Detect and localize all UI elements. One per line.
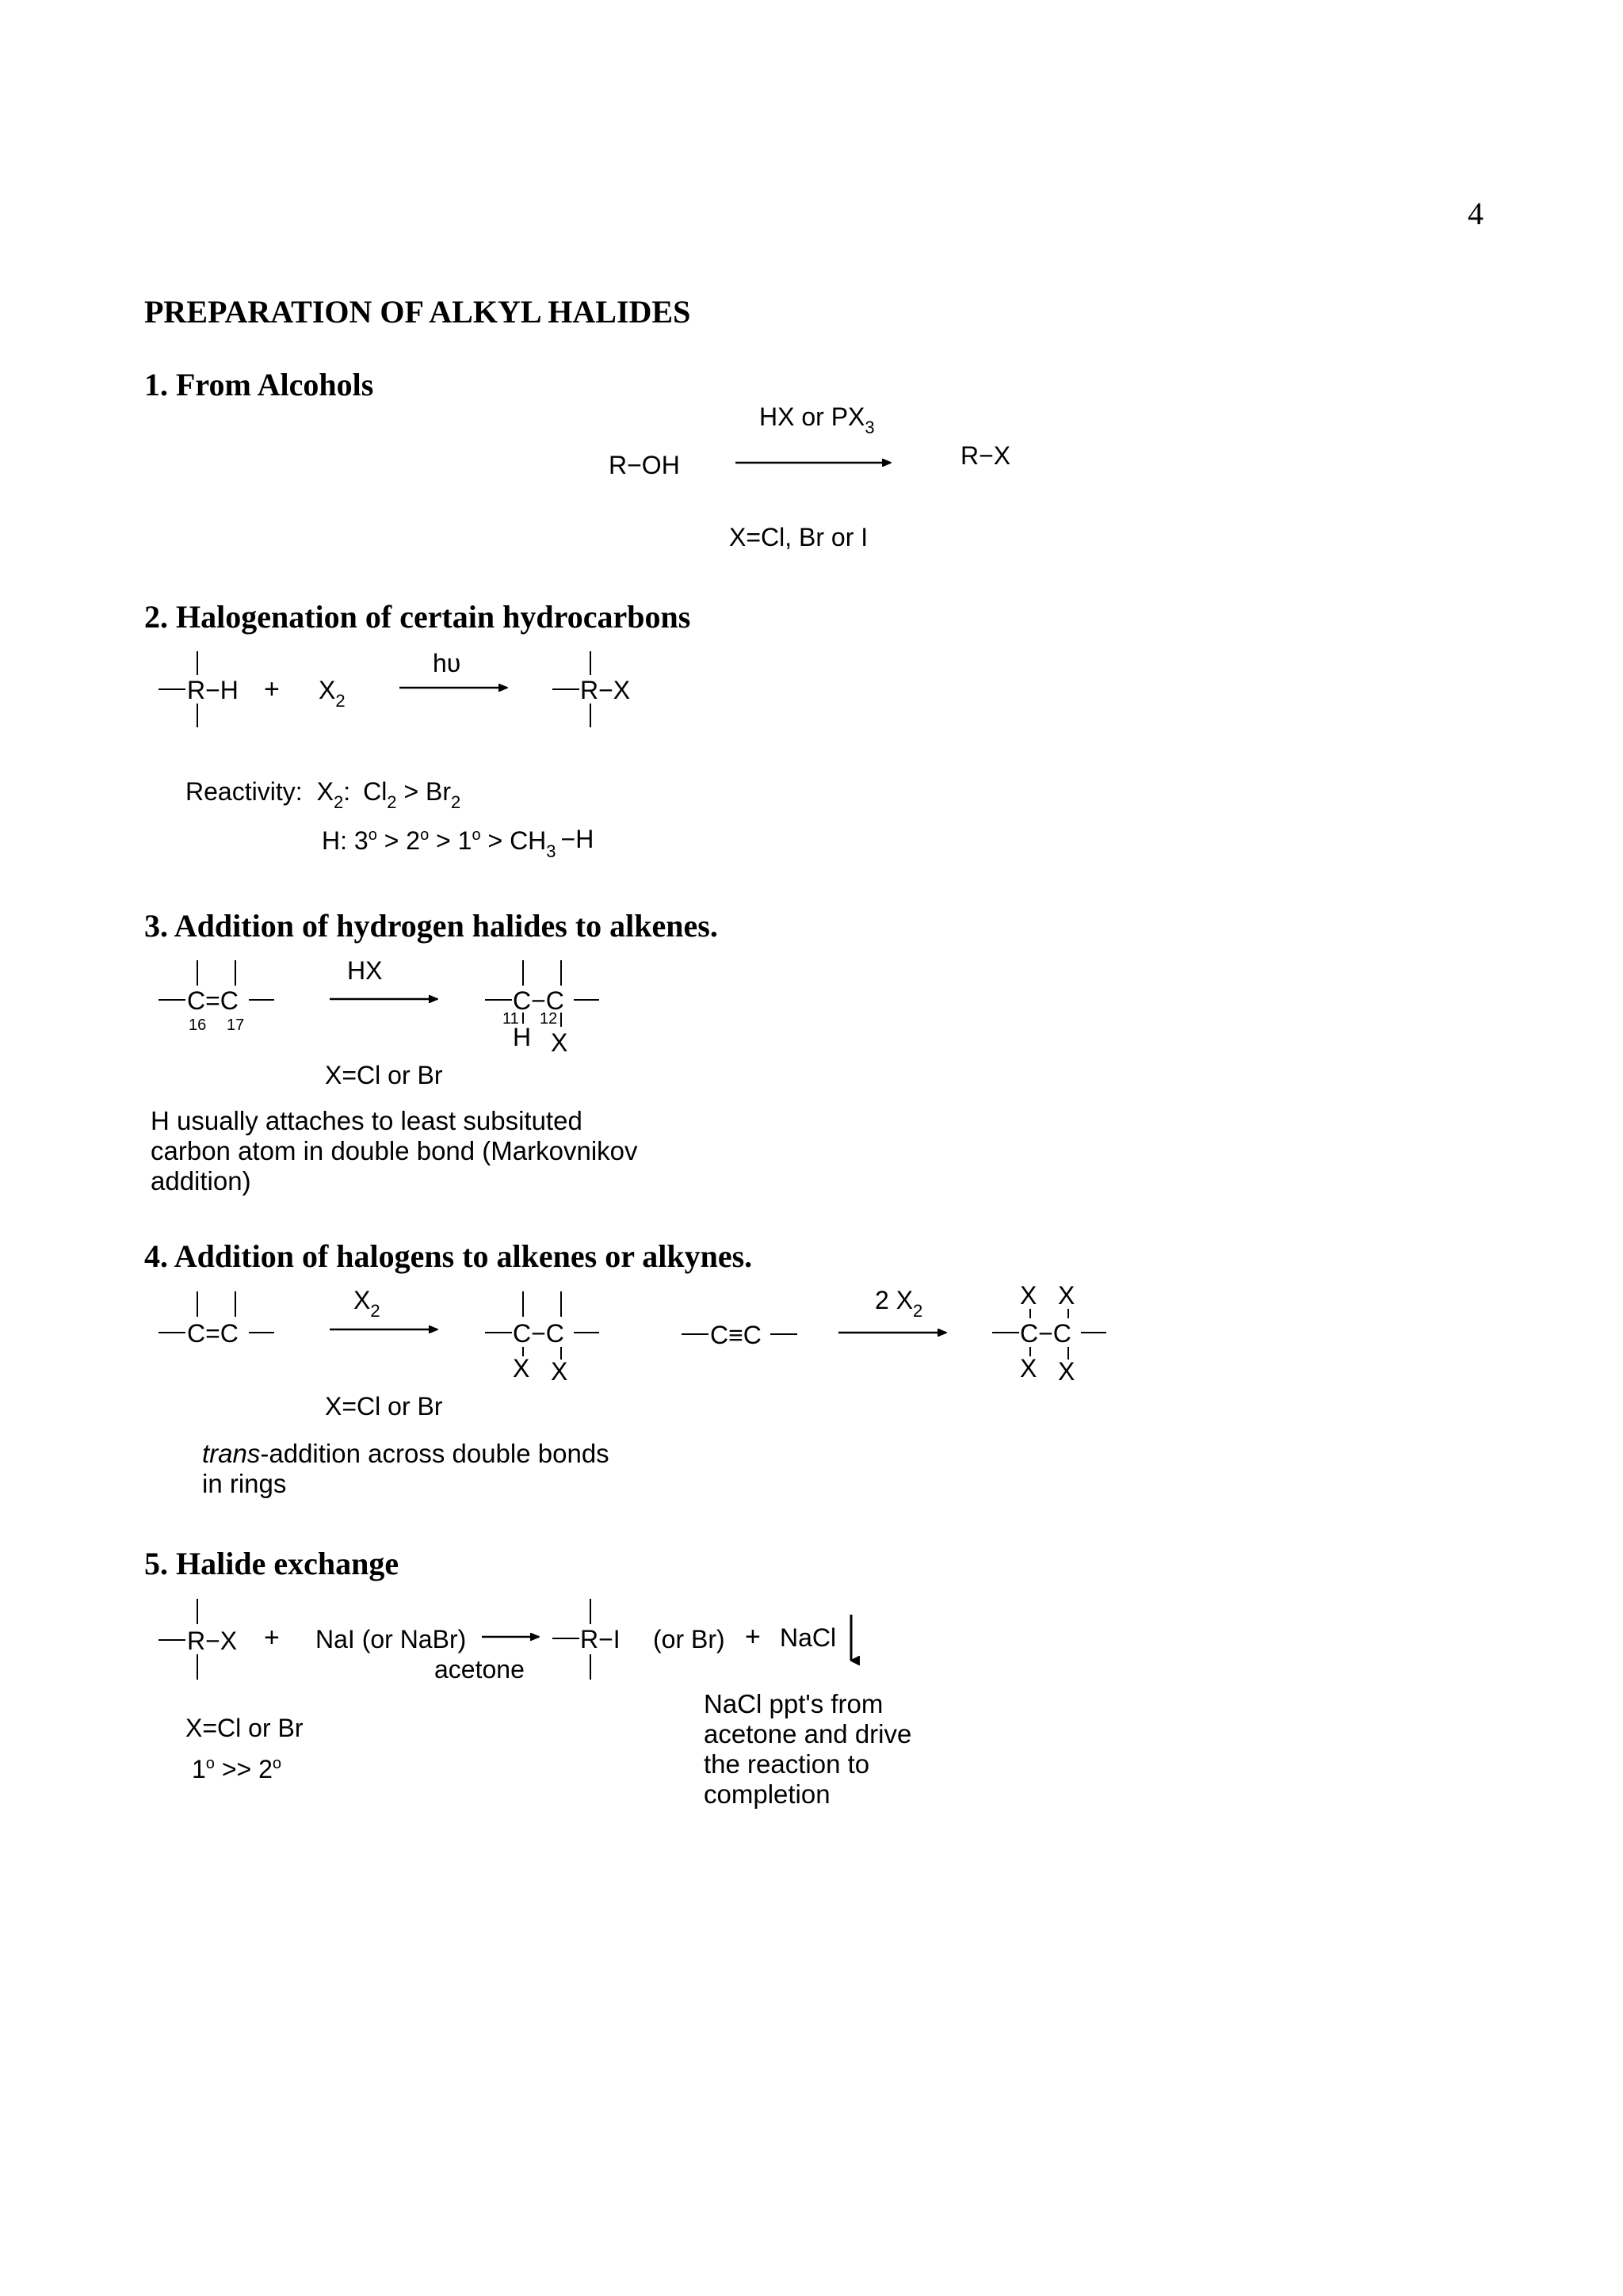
added-x: X: [513, 1354, 530, 1383]
note-line: the reaction to: [704, 1749, 870, 1779]
plus-sign: +: [264, 674, 280, 704]
note-italic: trans: [202, 1439, 261, 1468]
reactivity-order: $1^o >> 2^o$: [192, 1755, 281, 1783]
haloalkane-product: C−C: [513, 986, 564, 1015]
section-2-heading: 2. Halogenation of certain hydrocarbons: [144, 599, 691, 635]
alkyne-reactant: C≡C: [710, 1321, 762, 1349]
section-1-heading: 1. From Alcohols: [144, 367, 374, 402]
plus-sign: +: [264, 1623, 280, 1653]
halogen-condition: X=Cl, Br or I: [729, 523, 869, 551]
added-x: X: [1020, 1354, 1037, 1383]
reagent-hx: HX: [347, 956, 383, 985]
section-4-heading: 4. Addition of halogens to alkenes or alkynes.: [144, 1238, 753, 1274]
halogen-condition: X=Cl or Br: [325, 1392, 443, 1421]
atom-number-12: 12: [540, 1010, 558, 1028]
added-x: X: [551, 1028, 568, 1057]
reaction-1: [609, 402, 1010, 551]
note-line: acetone and drive: [704, 1719, 912, 1749]
reaction-2: [158, 649, 630, 861]
added-h: H: [513, 1023, 532, 1051]
added-x: X: [1058, 1357, 1075, 1386]
nacl-byproduct: NaCl: [780, 1623, 837, 1652]
reaction-4: [158, 1281, 1106, 1421]
reagent-nai: NaI (or NaBr): [315, 1625, 467, 1653]
halogen-x2: $X_2$: [319, 676, 346, 711]
product-alternative: (or Br): [653, 1625, 725, 1653]
reaction-3: [158, 956, 599, 1089]
note-line: carbon atom in double bond (Markovnikov: [151, 1136, 638, 1165]
atom-number-11: 11: [502, 1010, 519, 1028]
added-x: X: [1020, 1281, 1037, 1310]
atom-number-16: 16: [189, 1016, 207, 1034]
dihalide-product: C−C: [513, 1319, 564, 1348]
tetrahalide-product: C−C: [1020, 1319, 1071, 1348]
alkyl-halide-product: R−X: [580, 676, 631, 704]
alkene-reactant: C=C: [187, 986, 239, 1015]
note-line: in rings: [202, 1469, 287, 1498]
reagent-2x2: 2 $X_2$: [875, 1286, 923, 1321]
reaction-5: [158, 1599, 851, 1783]
light-hv: hυ: [433, 649, 461, 677]
note-rest: -addition across double bonds: [260, 1439, 609, 1468]
atom-number-17: 17: [227, 1016, 245, 1034]
alkyl-halide-product: R−X: [960, 441, 1011, 470]
alkyl-iodide-product: R−I: [580, 1625, 621, 1653]
page-title: PREPARATION OF ALKYL HALIDES: [144, 294, 691, 330]
alkane-reactant: R−H: [187, 676, 239, 704]
note-line: completion: [704, 1779, 831, 1809]
halogen-condition: X=Cl or Br: [185, 1714, 304, 1742]
note-line: addition): [151, 1166, 251, 1196]
page-number: 4: [1468, 196, 1484, 231]
section-5-heading: 5. Halide exchange: [144, 1546, 399, 1581]
note-line: NaCl ppt's from: [704, 1689, 884, 1718]
plus-sign: +: [745, 1622, 761, 1652]
note-line: H usually attaches to least subsituted: [151, 1106, 582, 1135]
alkyl-halide-reactant: R−X: [187, 1627, 238, 1655]
added-x: X: [1058, 1281, 1075, 1310]
reagent-hx-px3: HX or $PX_3$: [759, 402, 875, 437]
added-x: X: [551, 1357, 568, 1386]
halogen-condition: X=Cl or Br: [325, 1061, 443, 1089]
reactivity-h-line: H: $3^o > 2^o > 1^o > CH_3 -H$: [322, 825, 594, 861]
alcohol-reactant: R−OH: [609, 451, 680, 479]
reactivity-x2-line: Reactivity: $X_2$: $Cl_2 > Br_2$: [185, 777, 461, 812]
section-3-heading: 3. Addition of hydrogen halides to alkenes.: [144, 908, 718, 944]
solvent-acetone: acetone: [434, 1655, 525, 1684]
reagent-x2: $X_2$: [353, 1286, 380, 1321]
alkene-reactant: C=C: [187, 1319, 239, 1348]
